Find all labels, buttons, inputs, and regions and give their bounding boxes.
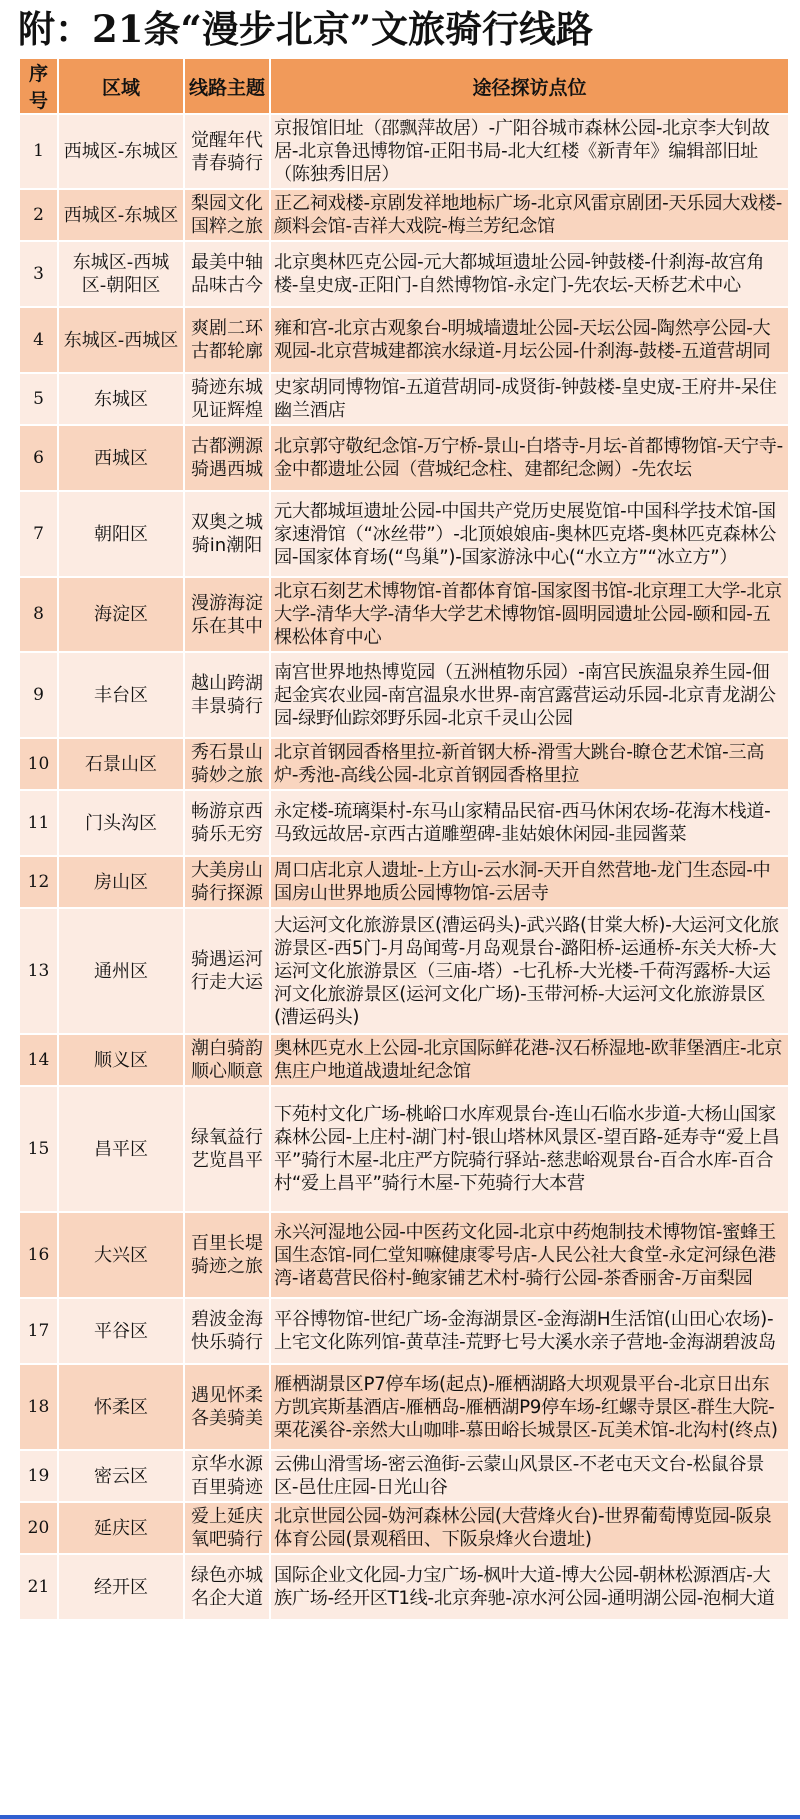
- row-route: 奥林匹克水上公园-北京国际鲜花港-汉石桥湿地-欧菲堡酒庄-北京焦庄户地道战遗址纪念馆: [270, 1034, 789, 1086]
- table-row: [19, 491, 789, 577]
- row-region: 西城区-东城区: [58, 114, 184, 189]
- row-theme: 遇见怀柔各美骑美: [184, 1364, 270, 1450]
- row-region: 朝阳区: [58, 491, 184, 577]
- row-number: 3: [19, 241, 58, 307]
- table-row: [19, 307, 789, 373]
- row-theme: 绿色亦城名企大道: [184, 1554, 270, 1620]
- row-region: 密云区: [58, 1450, 184, 1502]
- table-row: [19, 577, 789, 652]
- row-route: 国际企业文化园-力宝广场-枫叶大道-博大公园-朝林松源酒店-大族广场-经开区T1线-北京奔驰-凉水河公园-通明湖公园-泡桐大道: [270, 1554, 789, 1620]
- row-theme: 最美中轴品味古今: [184, 241, 270, 307]
- row-number: 7: [19, 491, 58, 577]
- table-row: [19, 241, 789, 307]
- row-number: 13: [19, 908, 58, 1034]
- row-route: 正乙祠戏楼-京剧发祥地地标广场-北京风雷京剧团-天乐园大戏楼-颜料会馆-吉祥大戏院-梅兰芳纪念馆: [270, 189, 789, 241]
- row-number: 17: [19, 1298, 58, 1364]
- row-route: 大运河文化旅游景区(漕运码头)-武兴路(甘棠大桥)-大运河文化旅游景区-西5门-月岛闻莺-月岛观景台-潞阳桥-运通桥-东关大桥-大运河文化旅游景区（三庙-塔）-七孔桥-大光楼-千荷泻露桥-大运河文化旅游景区(运河文化广场)-玉带河桥-大运河文化旅游景区(漕运码头): [270, 908, 789, 1034]
- row-region: 西城区-东城区: [58, 189, 184, 241]
- table-row: [19, 1364, 789, 1450]
- header-route: 途径探访点位: [270, 58, 789, 114]
- row-region: 石景山区: [58, 738, 184, 790]
- row-number: 19: [19, 1450, 58, 1502]
- row-number: 10: [19, 738, 58, 790]
- table-row: [19, 189, 789, 241]
- header-theme: 线路主题: [184, 58, 270, 114]
- row-route: 永兴河湿地公园-中医药文化园-北京中药炮制技术博物馆-蜜蜂王国生态馆-同仁堂知嘛健康零号店-人民公社大食堂-永定河绿色港湾-诸葛营民俗村-鲍家铺艺术村-骑行公园-茶香丽舍-万亩梨园: [270, 1212, 789, 1298]
- row-region: 东城区: [58, 373, 184, 425]
- row-route: 北京郭守敬纪念馆-万宁桥-景山-白塔寺-月坛-首都博物馆-天宁寺-金中都遗址公园（营城纪念柱、建都纪念阙）-先农坛: [270, 425, 789, 491]
- row-number: 2: [19, 189, 58, 241]
- row-number: 12: [19, 856, 58, 908]
- row-theme: 双奥之城骑in潮阳: [184, 491, 270, 577]
- row-route: 北京石刻艺术博物馆-首都体育馆-国家图书馆-北京理工大学-北京大学-清华大学-清华大学艺术博物馆-圆明园遗址公园-颐和园-五棵松体育中心: [270, 577, 789, 652]
- row-theme: 潮白骑韵顺心顺意: [184, 1034, 270, 1086]
- table-row: [19, 114, 789, 189]
- table-row: [19, 1212, 789, 1298]
- row-route: 周口店北京人遗址-上方山-云水洞-天开自然营地-龙门生态园-中国房山世界地质公园博物馆-云居寺: [270, 856, 789, 908]
- table-body: [19, 114, 789, 1620]
- row-theme: 大美房山骑行探源: [184, 856, 270, 908]
- row-region: 平谷区: [58, 1298, 184, 1364]
- row-theme: 越山跨湖丰景骑行: [184, 652, 270, 738]
- row-region: 东城区-西城区: [58, 307, 184, 373]
- row-region: 门头沟区: [58, 790, 184, 856]
- table-row: [19, 1502, 789, 1554]
- table-header-row: [19, 58, 789, 114]
- row-theme: 碧波金海快乐骑行: [184, 1298, 270, 1364]
- row-route: 北京世园公园-妫河森林公园(大营烽火台)-世界葡萄博览园-阪泉体育公园(景观稻田、下阪泉烽火台遗址): [270, 1502, 789, 1554]
- row-number: 18: [19, 1364, 58, 1450]
- row-region: 怀柔区: [58, 1364, 184, 1450]
- row-theme: 京华水源百里骑迹: [184, 1450, 270, 1502]
- table-row: [19, 373, 789, 425]
- row-region: 延庆区: [58, 1502, 184, 1554]
- row-theme: 梨园文化国粹之旅: [184, 189, 270, 241]
- row-number: 4: [19, 307, 58, 373]
- bottom-accent-bar: [0, 1815, 800, 1819]
- row-number: 11: [19, 790, 58, 856]
- table-row: [19, 1554, 789, 1620]
- row-route: 平谷博物馆-世纪广场-金海湖景区-金海湖H生活馆(山田心农场)-上宅文化陈列馆-黄草洼-荒野七号大溪水亲子营地-金海湖碧波岛: [270, 1298, 789, 1364]
- row-number: 15: [19, 1086, 58, 1212]
- table-row: [19, 790, 789, 856]
- row-route: 北京奥林匹克公园-元大都城垣遗址公园-钟鼓楼-什刹海-故宫角楼-皇史宬-正阳门-自然博物馆-永定门-先农坛-天桥艺术中心: [270, 241, 789, 307]
- row-number: 14: [19, 1034, 58, 1086]
- row-route: 南宫世界地热博览园（五洲植物乐园）-南宫民族温泉养生园-佃起金宾农业园-南宫温泉水世界-南宫露营运动乐园-北京青龙湖公园-绿野仙踪郊野乐园-北京千灵山公园: [270, 652, 789, 738]
- table-row: [19, 1086, 789, 1212]
- row-theme: 绿氧益行艺览昌平: [184, 1086, 270, 1212]
- row-region: 海淀区: [58, 577, 184, 652]
- row-route: 雁栖湖景区P7停车场(起点)-雁栖湖路大坝观景平台-北京日出东方凯宾斯基酒店-雁栖岛-雁栖湖P9停车场-红螺寺景区-群生大院-栗花溪谷-亲然大山咖啡-慕田峪长城景区-瓦美术馆-北沟村(终点): [270, 1364, 789, 1450]
- row-theme: 古都溯源骑遇西城: [184, 425, 270, 491]
- row-theme: 骑遇运河行走大运: [184, 908, 270, 1034]
- header-region: 区域: [58, 58, 184, 114]
- row-number: 21: [19, 1554, 58, 1620]
- table-row: [19, 1450, 789, 1502]
- row-region: 通州区: [58, 908, 184, 1034]
- table-row: [19, 856, 789, 908]
- row-theme: 骑迹东城见证辉煌: [184, 373, 270, 425]
- row-region: 东城区-西城区-朝阳区: [58, 241, 184, 307]
- row-number: 16: [19, 1212, 58, 1298]
- row-theme: 畅游京西骑乐无穷: [184, 790, 270, 856]
- row-theme: 觉醒年代青春骑行: [184, 114, 270, 189]
- row-route: 京报馆旧址（邵飘萍故居）-广阳谷城市森林公园-北京李大钊故居-北京鲁迅博物馆-正阳书局-北大红楼《新青年》编辑部旧址（陈独秀旧居）: [270, 114, 789, 189]
- table-row: [19, 652, 789, 738]
- page-title: 附：21条“漫步北京”文旅骑行线路: [18, 7, 594, 51]
- row-region: 丰台区: [58, 652, 184, 738]
- row-route: 下苑村文化广场-桃峪口水库观景台-连山石临水步道-大杨山国家森林公园-上庄村-湖门村-银山塔林风景区-望百路-延寿寺“爱上昌平”骑行木屋-北庄严方院骑行驿站-慈悲峪观景台-百合水库-百合村“爱上昌平”骑行木屋-下苑骑行大本营: [270, 1086, 789, 1212]
- row-number: 1: [19, 114, 58, 189]
- row-region: 顺义区: [58, 1034, 184, 1086]
- row-route: 云佛山滑雪场-密云渔街-云蒙山风景区-不老屯天文台-松鼠谷景区-邑仕庄园-日光山谷: [270, 1450, 789, 1502]
- row-number: 6: [19, 425, 58, 491]
- row-region: 昌平区: [58, 1086, 184, 1212]
- row-region: 西城区: [58, 425, 184, 491]
- row-number: 8: [19, 577, 58, 652]
- cycling-routes-table: [18, 57, 790, 1621]
- header-no: 序号: [19, 58, 58, 114]
- row-region: 经开区: [58, 1554, 184, 1620]
- table-row: [19, 425, 789, 491]
- row-theme: 秀石景山骑妙之旅: [184, 738, 270, 790]
- row-route: 北京首钢园香格里拉-新首钢大桥-滑雪大跳台-瞭仓艺术馆-三高炉-秀池-高线公园-北京首钢园香格里拉: [270, 738, 789, 790]
- row-number: 5: [19, 373, 58, 425]
- row-theme: 漫游海淀乐在其中: [184, 577, 270, 652]
- row-route: 永定楼-琉璃渠村-东马山家精品民宿-西马休闲农场-花海木栈道-马致远故居-京西古道雕塑碑-韭姑娘休闲园-韭园酱菜: [270, 790, 789, 856]
- row-number: 20: [19, 1502, 58, 1554]
- table-row: [19, 1298, 789, 1364]
- table-row: [19, 908, 789, 1034]
- row-theme: 爽剧二环古都轮廓: [184, 307, 270, 373]
- table-row: [19, 738, 789, 790]
- row-route: 元大都城垣遗址公园-中国共产党历史展览馆-中国科学技术馆-国家速滑馆（“冰丝带”）-北顶娘娘庙-奥林匹克塔-奥林匹克森林公园-国家体育场(“鸟巢”)-国家游泳中心(“水立方”“冰立方”）: [270, 491, 789, 577]
- table-row: [19, 1034, 789, 1086]
- row-theme: 百里长堤骑迹之旅: [184, 1212, 270, 1298]
- row-number: 9: [19, 652, 58, 738]
- row-theme: 爱上延庆氧吧骑行: [184, 1502, 270, 1554]
- row-region: 大兴区: [58, 1212, 184, 1298]
- row-route: 雍和宫-北京古观象台-明城墙遗址公园-天坛公园-陶然亭公园-大观园-北京营城建都滨水绿道-月坛公园-什刹海-鼓楼-五道营胡同: [270, 307, 789, 373]
- row-region: 房山区: [58, 856, 184, 908]
- row-route: 史家胡同博物馆-五道营胡同-成贤街-钟鼓楼-皇史宬-王府井-呆住幽兰酒店: [270, 373, 789, 425]
